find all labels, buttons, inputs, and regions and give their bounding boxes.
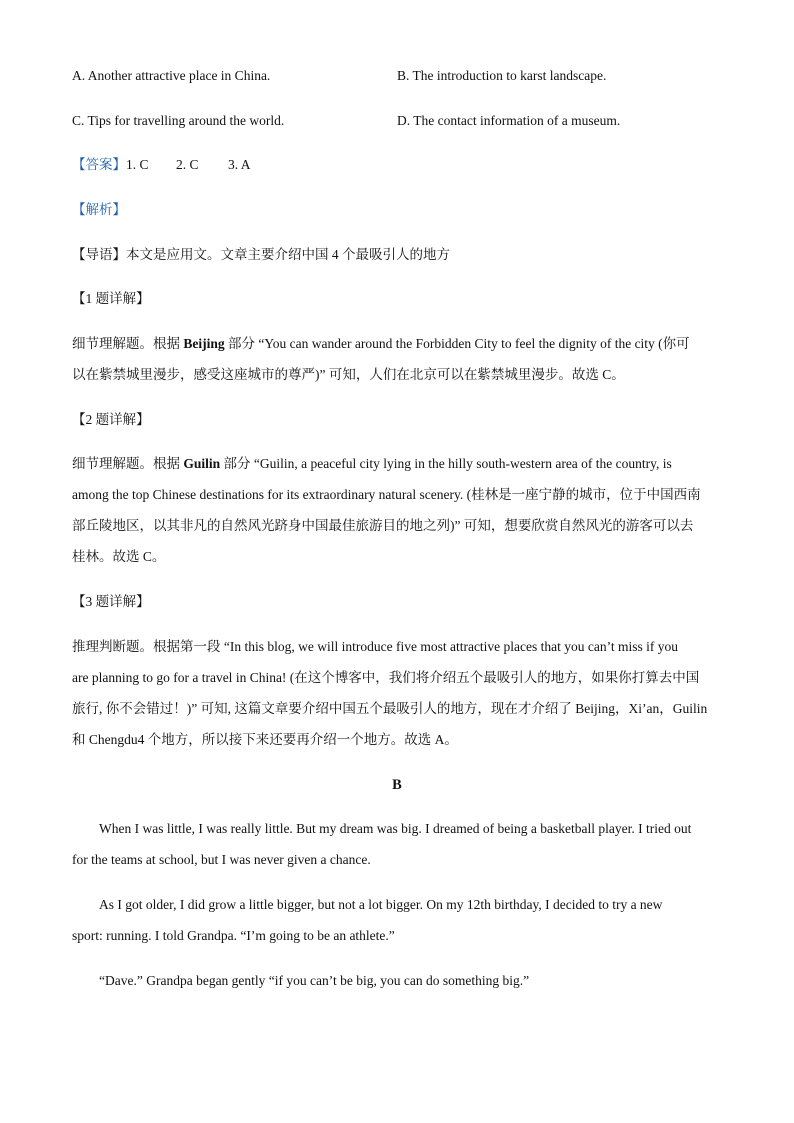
section-b-title: B xyxy=(392,777,402,793)
q2-line-1-pre: 细节理解题。根据 xyxy=(72,456,184,471)
q3-line-3: 旅行, 你不会错过！)” 可知, 这篇文章要介绍中国五个最吸引人的地方，现在才介绍了 Beijing，Xi’an，Guilin xyxy=(72,701,708,716)
analysis-label: 【解析】 xyxy=(72,202,126,217)
guide-text: 本文是应用文。文章主要介绍中国 4 个最吸引人的地方 xyxy=(126,247,450,262)
q2-line-3: 部丘陵地区，以其非凡的自然风光跻身中国最佳旅游目的地之列)” 可知，想要欣赏自然风光的游客可以去 xyxy=(72,518,694,533)
q1-line-1-post: 部分 “You can wander around the Forbidden City to feel the dignity of the city (你可 xyxy=(224,336,690,351)
q2-line-1-post: 部分 “Guilin, a peaceful city lying in the hilly south-western area of the country, is xyxy=(220,456,672,471)
q2-line-4: 桂林。故选 C。 xyxy=(72,549,166,564)
q2-line-2: among the top Chinese destinations for its extraordinary natural scenery. (桂林是一座宁静的城市，位于中国西南 xyxy=(72,487,701,502)
q3-line-2: are planning to go for a travel in China! (在这个博客中，我们将介绍五个最吸引人的地方，如果你打算去中国 xyxy=(72,670,700,685)
q2-line-1 xyxy=(72,455,724,473)
answer-label: 【答案】 xyxy=(72,157,126,172)
q1-heading: 【1 题详解】 xyxy=(72,291,150,306)
q1-keyword: Beijing xyxy=(183,336,225,351)
q2-heading: 【2 题详解】 xyxy=(72,412,150,427)
b-paragraph-3-line-1: “Dave.” Grandpa began gently “if you can’t be big, you can do something big.” xyxy=(99,973,530,988)
option-a: A. Another attractive place in China. xyxy=(72,68,271,83)
b-paragraph-1-line-2: for the teams at school, but I was never given a chance. xyxy=(72,852,371,867)
q1-line-1-pre: 细节理解题。根据 xyxy=(72,336,184,351)
q3-heading: 【3 题详解】 xyxy=(72,594,150,609)
option-b: B. The introduction to karst landscape. xyxy=(397,68,607,83)
b-paragraph-2-line-1: As I got older, I did grow a little bigger, but not a lot bigger. On my 12th birthday, I decided to try a new xyxy=(99,897,663,912)
q3-line-1: 推理判断题。根据第一段 “In this blog, we will introduce five most attractive places that you can’t miss if you xyxy=(72,639,679,654)
guide-line xyxy=(72,246,724,264)
q3-line-4: 和 Chengdu4 个地方，所以接下来还要再介绍一个地方。故选 A。 xyxy=(72,732,458,747)
q1-line-2: 以在紫禁城里漫步，感受这座城市的尊严)” 可知，人们在北京可以在紫禁城里漫步。故选 C。 xyxy=(72,367,625,382)
b-paragraph-1-line-1: When I was little, I was really little. But my dream was big. I dreamed of being a basketball player. I tried out xyxy=(99,821,692,836)
option-d: D. The contact information of a museum. xyxy=(397,113,621,128)
b-paragraph-2-line-2: sport: running. I told Grandpa. “I’m going to be an athlete.” xyxy=(72,928,395,943)
answer-1: 1. C xyxy=(126,157,149,172)
option-c: C. Tips for travelling around the world. xyxy=(72,113,285,128)
q2-keyword: Guilin xyxy=(183,456,221,471)
answer-line xyxy=(72,156,724,174)
q1-line-1 xyxy=(72,335,724,353)
answer-2: 2. C xyxy=(176,157,199,172)
guide-label: 【导语】 xyxy=(72,247,126,262)
answer-3: 3. A xyxy=(228,157,251,172)
